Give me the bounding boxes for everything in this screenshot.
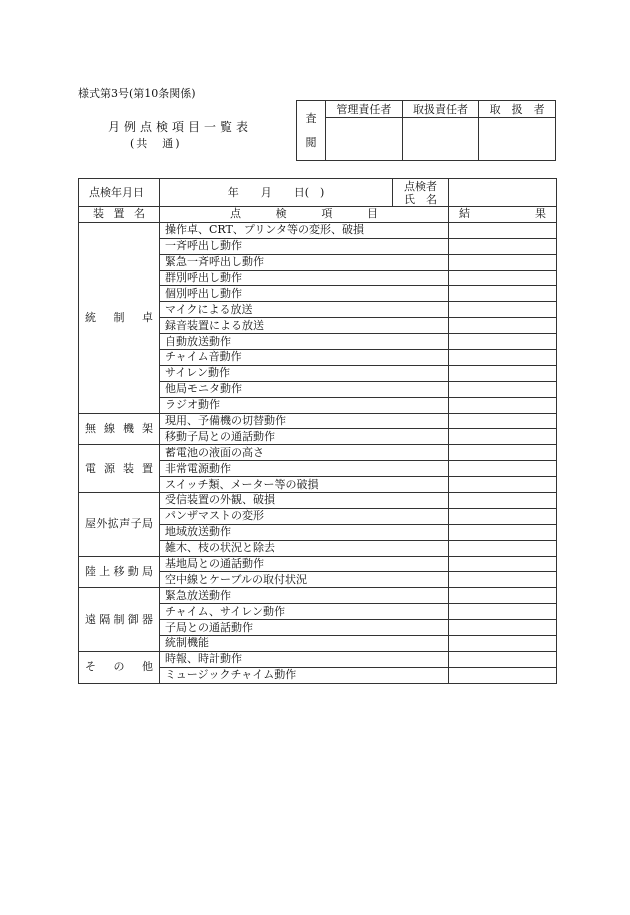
device-group-label: 遠隔制御器	[79, 588, 160, 652]
header-items: 点検項目	[160, 207, 449, 223]
result-cell[interactable]	[449, 540, 557, 556]
table-row	[79, 556, 557, 572]
result-cell[interactable]	[449, 667, 557, 683]
inspection-item: 蓄電池の液面の高さ	[160, 445, 449, 461]
inspection-item: 空中線とケーブルの取付状況	[160, 572, 449, 588]
date-cell[interactable]	[160, 179, 449, 207]
result-cell[interactable]	[449, 413, 557, 429]
inspection-item: 一斉呼出し動作	[160, 238, 449, 254]
result-cell[interactable]	[449, 651, 557, 667]
header-device: 装置名	[79, 207, 160, 223]
review-stamp-manager[interactable]	[326, 118, 403, 161]
inspection-item: チャイム音動作	[160, 350, 449, 366]
inspection-item: 基地局との通話動作	[160, 556, 449, 572]
inspection-table	[78, 178, 557, 684]
inspector-label-2: 氏 名	[404, 192, 437, 206]
inspection-item: 操作卓、CRT、プリンタ等の変形、破損	[160, 222, 449, 238]
inspector-label-1: 点検者	[404, 179, 437, 193]
inspector-label	[392, 179, 448, 206]
date-value: 年 月 日( )	[227, 185, 325, 199]
device-group-label: 統制卓	[79, 222, 160, 413]
result-cell[interactable]	[449, 508, 557, 524]
review-side-label-bottom: 閲	[305, 135, 317, 149]
result-cell[interactable]	[449, 493, 557, 509]
result-cell[interactable]	[449, 286, 557, 302]
inspection-item: マイクによる放送	[160, 302, 449, 318]
inspection-item: 現用、予備機の切替動作	[160, 413, 449, 429]
result-cell[interactable]	[449, 318, 557, 334]
inspection-item: チャイム、サイレン動作	[160, 604, 449, 620]
result-cell[interactable]	[449, 238, 557, 254]
form-number: 様式第3号(第10条関係)	[78, 87, 196, 100]
inspection-item: 緊急一斉呼出し動作	[160, 254, 449, 270]
result-cell[interactable]	[449, 445, 557, 461]
result-cell[interactable]	[449, 254, 557, 270]
result-cell[interactable]	[449, 461, 557, 477]
inspection-item: 統制機能	[160, 636, 449, 652]
inspection-item: 移動子局との通話動作	[160, 429, 449, 445]
device-group-label: その他	[79, 651, 160, 683]
result-cell[interactable]	[449, 365, 557, 381]
result-cell[interactable]	[449, 588, 557, 604]
inspector-name-field[interactable]	[449, 179, 557, 207]
inspection-item: 時報、時計動作	[160, 651, 449, 667]
review-stamp-handler[interactable]	[479, 118, 556, 161]
review-side-label	[297, 101, 326, 161]
document-subtitle: (共 通)	[130, 137, 182, 150]
document-title: 月例点検項目一覧表	[108, 120, 253, 134]
inspection-item: 子局との通話動作	[160, 620, 449, 636]
inspection-item: 自動放送動作	[160, 334, 449, 350]
review-col-handler: 取 扱 者	[479, 101, 556, 118]
result-cell[interactable]	[449, 556, 557, 572]
result-cell[interactable]	[449, 334, 557, 350]
inspection-item: 非常電源動作	[160, 461, 449, 477]
inspection-item: ラジオ動作	[160, 397, 449, 413]
result-cell[interactable]	[449, 604, 557, 620]
inspection-item: ミュージックチャイム動作	[160, 667, 449, 683]
result-cell[interactable]	[449, 270, 557, 286]
result-cell[interactable]	[449, 572, 557, 588]
review-stamp-handling-manager[interactable]	[402, 118, 479, 161]
inspection-item: 他局モニタ動作	[160, 381, 449, 397]
device-group-label: 無線機架	[79, 413, 160, 445]
inspection-item: 群別呼出し動作	[160, 270, 449, 286]
inspection-item: パンザマストの変形	[160, 508, 449, 524]
review-col-handling-manager: 取扱責任者	[402, 101, 479, 118]
result-cell[interactable]	[449, 222, 557, 238]
date-label: 点検年月日	[79, 179, 160, 207]
table-row	[79, 588, 557, 604]
result-cell[interactable]	[449, 524, 557, 540]
result-cell[interactable]	[449, 302, 557, 318]
table-row	[79, 445, 557, 461]
device-group-label: 電源装置	[79, 445, 160, 493]
result-cell[interactable]	[449, 397, 557, 413]
table-row	[79, 493, 557, 509]
inspection-item: 個別呼出し動作	[160, 286, 449, 302]
result-cell[interactable]	[449, 620, 557, 636]
review-side-label-top: 査	[305, 111, 317, 125]
inspection-item: サイレン動作	[160, 365, 449, 381]
table-row	[79, 651, 557, 667]
header-result: 結果	[449, 207, 557, 223]
inspection-item: 地域放送動作	[160, 524, 449, 540]
result-cell[interactable]	[449, 350, 557, 366]
inspection-item: 受信装置の外観、破損	[160, 493, 449, 509]
result-cell[interactable]	[449, 381, 557, 397]
inspection-item: 録音装置による放送	[160, 318, 449, 334]
result-cell[interactable]	[449, 477, 557, 493]
inspection-item: 雑木、枝の状況と除去	[160, 540, 449, 556]
table-row	[79, 413, 557, 429]
device-group-label: 屋外拡声子局	[79, 493, 160, 557]
device-group-label: 陸上移動局	[79, 556, 160, 588]
result-cell[interactable]	[449, 636, 557, 652]
review-col-manager: 管理責任者	[326, 101, 403, 118]
inspection-item: スイッチ類、メーター等の破損	[160, 477, 449, 493]
result-cell[interactable]	[449, 429, 557, 445]
inspection-item: 緊急放送動作	[160, 588, 449, 604]
review-box	[296, 100, 556, 161]
table-row	[79, 222, 557, 238]
